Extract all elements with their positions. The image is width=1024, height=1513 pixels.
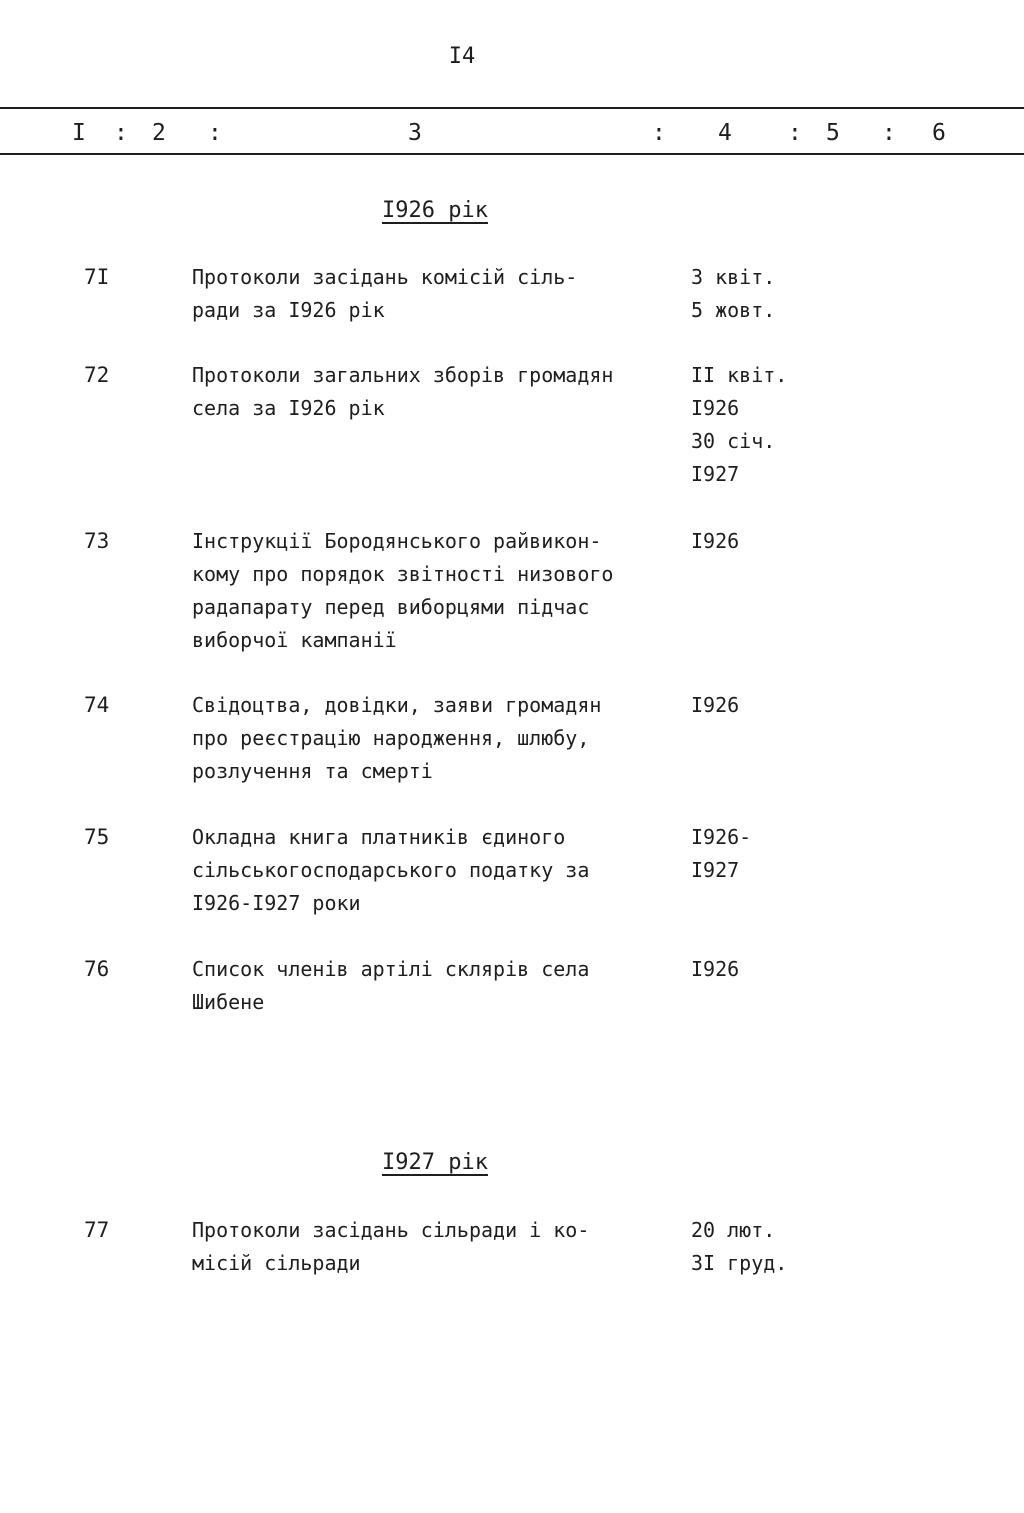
- entry-dates: [691, 821, 841, 887]
- entry-number: 74: [84, 693, 110, 717]
- entry-date-line: II квіт.: [691, 363, 788, 387]
- entry-title-line: Окладна книга платників єдиного: [192, 825, 566, 849]
- entry-number: 72: [84, 363, 110, 387]
- header-top-rule: [0, 107, 1024, 109]
- header-bottom-rule: [0, 153, 1024, 155]
- entry-number: 76: [84, 957, 110, 981]
- entry-title: [192, 525, 682, 657]
- entry-dates: [691, 261, 841, 327]
- entry-date-line: I926: [691, 529, 740, 553]
- section-heading: I926 рік: [382, 198, 488, 223]
- entry-title-line: радапарату перед виборцями підчас: [192, 595, 590, 619]
- entry-title: [192, 261, 682, 327]
- column-separator: :: [882, 120, 896, 146]
- column-header-2: 2: [152, 120, 166, 146]
- column-separator: :: [208, 120, 222, 146]
- entry-title-line: сільськогосподарського податку за: [192, 858, 590, 882]
- entry-dates: [691, 525, 841, 558]
- column-header-5: 5: [826, 120, 840, 146]
- entry-title-line: Список членів артілі склярів села: [192, 957, 590, 981]
- entry-date-line: I926: [691, 693, 740, 717]
- entry-title-line: про реєстрацію народження, шлюбу,: [192, 726, 590, 750]
- entry-dates: [691, 1214, 841, 1280]
- entry-dates: [691, 953, 841, 986]
- entry-title: [192, 821, 682, 920]
- entry-number: 7I: [84, 265, 110, 289]
- entry-number: 77: [84, 1218, 110, 1242]
- entry-date-line: I927: [691, 462, 740, 486]
- entry-date-line: I926: [691, 957, 740, 981]
- column-separator: :: [114, 120, 128, 146]
- entry-date-line: 5 жовт.: [691, 298, 776, 322]
- entry-title-line: Протоколи засідань комісій сіль-: [192, 265, 578, 289]
- page-number: I4: [448, 44, 476, 69]
- entry-title: [192, 689, 682, 788]
- entry-date-line: I926: [691, 396, 740, 420]
- column-header-3: 3: [408, 120, 422, 146]
- entry-title-line: виборчої кампанії: [192, 628, 397, 652]
- entry-title-line: Свідоцтва, довідки, заяви громадян: [192, 693, 602, 717]
- entry-title-line: Інструкції Бородянського райвикон-: [192, 529, 602, 553]
- entry-title-line: села за I926 рік: [192, 396, 385, 420]
- entry-title-line: кому про порядок звітності низового: [192, 562, 614, 586]
- entry-title: [192, 359, 682, 425]
- entry-title-line: Протоколи загальних зборів громадян: [192, 363, 614, 387]
- section-heading: I927 рік: [382, 1150, 488, 1175]
- entry-date-line: I927: [691, 858, 740, 882]
- entry-date-line: 3I груд.: [691, 1251, 788, 1275]
- entry-title-line: розлучення та смерті: [192, 759, 433, 783]
- entry-title: [192, 1214, 682, 1280]
- entry-date-line: 3 квіт.: [691, 265, 776, 289]
- entry-date-line: 20 лют.: [691, 1218, 776, 1242]
- column-header-1: I: [72, 120, 86, 146]
- column-separator: :: [652, 120, 666, 146]
- entry-date-line: 30 січ.: [691, 429, 776, 453]
- entry-title: [192, 953, 682, 1019]
- column-header-6: 6: [932, 120, 946, 146]
- entry-dates: [691, 359, 841, 491]
- entry-number: 73: [84, 529, 110, 553]
- column-header-4: 4: [718, 120, 732, 146]
- column-separator: :: [788, 120, 802, 146]
- entry-title-line: Шибене: [192, 990, 265, 1014]
- entry-title-line: місій сільради: [192, 1251, 361, 1275]
- entry-date-line: I926-: [691, 825, 752, 849]
- entry-title-line: Протоколи засідань сільради і ко-: [192, 1218, 590, 1242]
- entry-number: 75: [84, 825, 110, 849]
- entry-dates: [691, 689, 841, 722]
- entry-title-line: I926-I927 роки: [192, 891, 361, 915]
- entry-title-line: ради за I926 рік: [192, 298, 385, 322]
